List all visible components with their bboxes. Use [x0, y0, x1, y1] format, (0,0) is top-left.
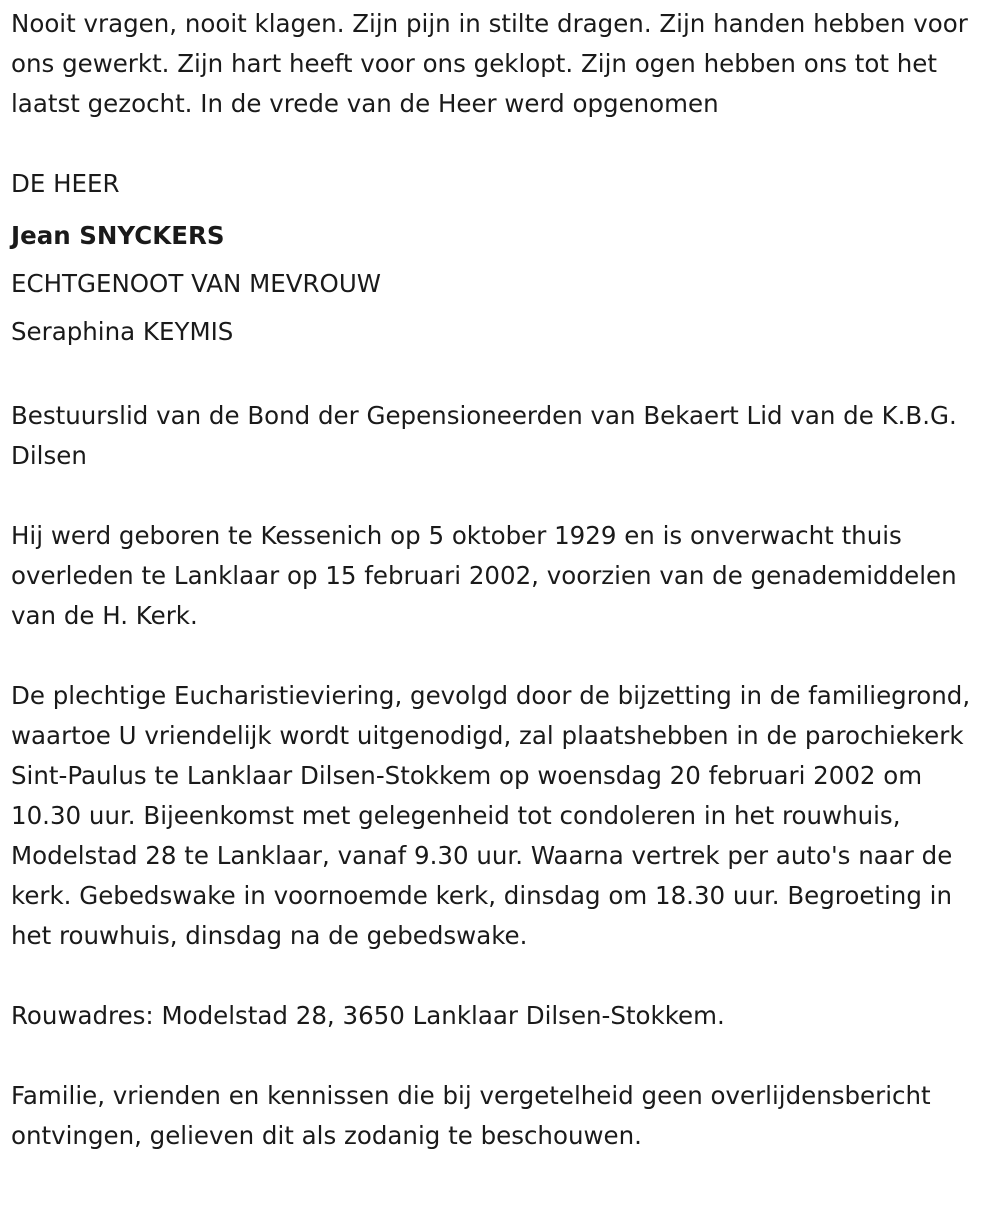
relation-label: ECHTGENOOT VAN MEVROUW — [11, 269, 382, 298]
address-paragraph: Rouwadres: Modelstad 28, 3650 Lanklaar Dilsen-Stokkem. — [11, 1001, 725, 1030]
closing-paragraph: Familie, vrienden en kennissen die bij vergetelheid geen overlijdensbericht ontvingen, gelieven dit als zodanig te beschouwen. — [11, 1081, 931, 1150]
spouse-name: Seraphina KEYMIS — [11, 317, 234, 346]
birth-death-paragraph: Hij werd geboren te Kessenich op 5 oktober 1929 en is onverwacht thuis overleden te Lanklaar op 15 februari 2002, voorzien van de genademiddelen van de H. Kerk. — [11, 521, 957, 630]
ceremony-paragraph: De plechtige Eucharistieviering, gevolgd door de bijzetting in de familiegrond, waartoe U vriendelijk wordt uitgenodigd, zal plaatshebben in de parochiekerk Sint-Paulus te Lanklaar Dilsen-Stokkem op woensdag 20 februari 2002 om 10.30 uur. Bijeenkomst met gelegenheid tot condoleren in het rouwhuis, Modelstad 28 te Lanklaar, vanaf 9.30 uur. Waarna vertrek per auto's naar de kerk. Gebedswake in voornoemde kerk, dinsdag om 18.30 uur. Begroeting in het rouwhuis, dinsdag na de gebedswake. — [11, 681, 971, 950]
intro-paragraph: Nooit vragen, nooit klagen. Zijn pijn in stilte dragen. Zijn handen hebben voor ons gewerkt. Zijn hart heeft voor ons geklopt. Zijn ogen hebben ons tot het laatst gezocht. In de vrede van de Heer werd opgenomen — [11, 9, 968, 118]
memberships-paragraph: Bestuurslid van de Bond der Gepensioneerden van Bekaert Lid van de K.B.G. Dilsen — [11, 401, 957, 470]
deceased-name: Jean SNYCKERS — [11, 221, 225, 250]
name-block — [11, 164, 991, 356]
title-label: DE HEER — [11, 169, 120, 198]
obituary-document — [11, 4, 991, 1156]
